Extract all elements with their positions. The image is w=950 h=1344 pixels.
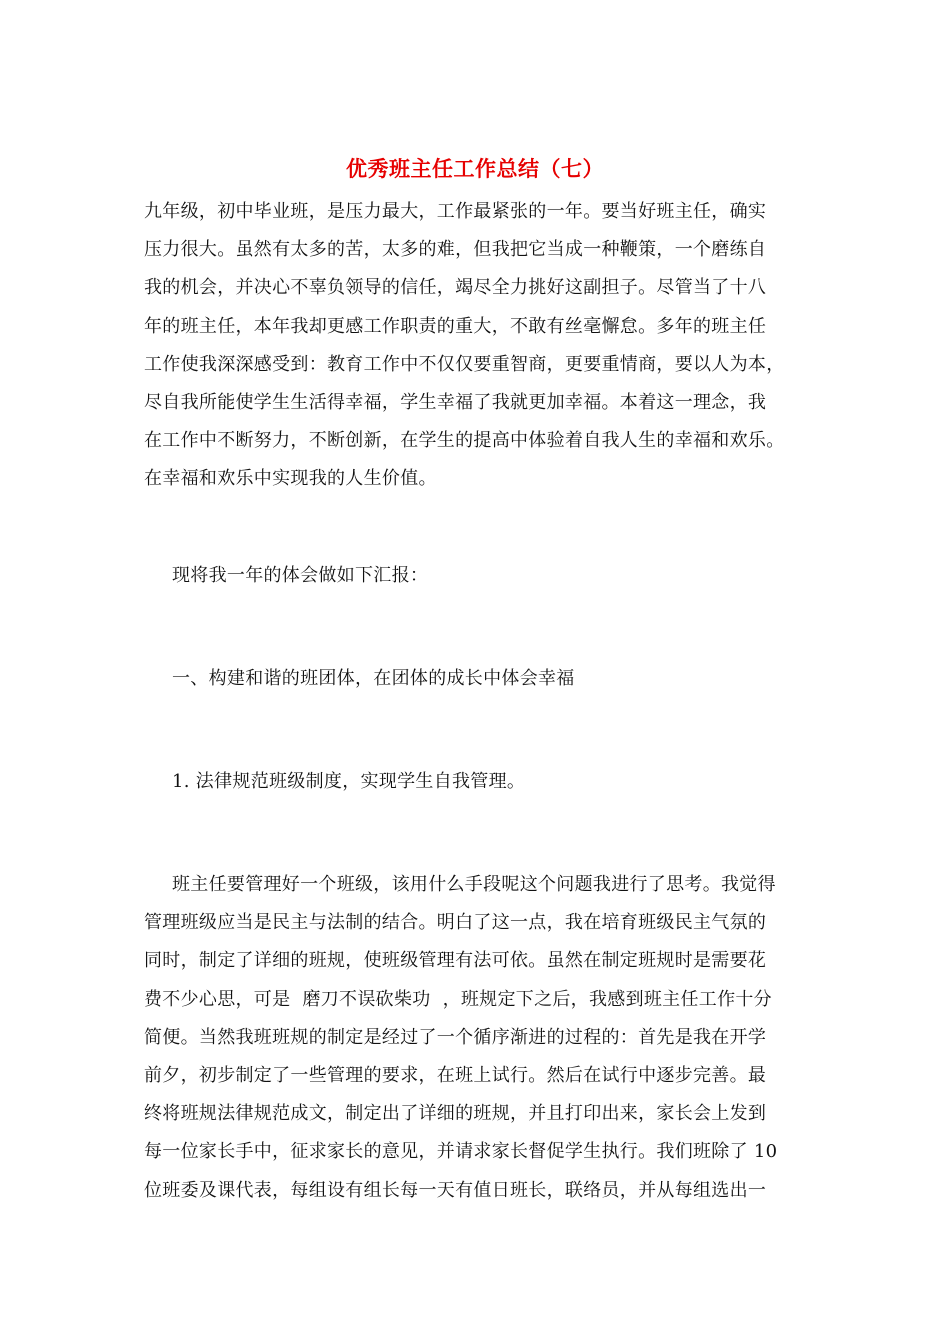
- text-line: 在幸福和欢乐中实现我的人生价值。: [144, 468, 437, 490]
- text-line: 一、构建和谐的班团体，在团体的成长中体会幸福: [172, 668, 575, 689]
- report-intro-paragraph: [144, 557, 808, 595]
- text-line: 尽自我所能使学生生活得幸福，学生幸福了我就更加幸福。本着这一理念，我: [144, 392, 767, 414]
- text-line: 压力很大。虽然有太多的苦，太多的难，但我把它当成一种鞭策，一个磨练自: [144, 239, 767, 261]
- text-line: 每一位家长手中，征求家长的意见，并请求家长督促学生执行。我们班除了 10: [144, 1141, 778, 1163]
- text-line: 在工作中不断努力，不断创新，在学生的提高中体验着自我人生的幸福和欢乐。: [144, 430, 785, 452]
- text-line: 费不少心思，可是 磨刀不误砍柴功 ，班规定下之后，我感到班主任工作十分: [144, 988, 772, 1010]
- text-line: 年的班主任，本年我却更感工作职责的重大，不敢有丝毫懈怠。多年的班主任: [144, 315, 767, 337]
- section-heading: [144, 660, 808, 698]
- text-line: 1. 法律规范班级制度，实现学生自我管理。: [172, 771, 526, 792]
- text-line: 班主任要管理好一个班级，该用什么手段呢这个问题我进行了思考。我觉得: [172, 874, 776, 895]
- body-paragraph: [144, 866, 808, 1210]
- text-line: 同时，制定了详细的班规，使班级管理有法可依。虽然在制定班规时是需要花: [144, 950, 767, 972]
- text-line: 我的机会，并决心不辜负领导的信任，竭尽全力挑好这副担子。尽管当了十八: [144, 277, 767, 299]
- intro-paragraph: [144, 193, 808, 499]
- text-line: 位班委及课代表，每组设有组长每一天有值日班长，联络员，并从每组选出一: [144, 1179, 767, 1201]
- document-title: 优秀班主任工作总结（七）: [346, 156, 604, 181]
- subsection-heading: [144, 763, 808, 801]
- text-line: 现将我一年的体会做如下汇报：: [172, 565, 429, 586]
- text-line: 前夕，初步制定了一些管理的要求，在班上试行。然后在试行中逐步完善。最: [144, 1065, 767, 1087]
- text-line: 简便。当然我班班规的制定是经过了一个循序渐进的过程的：首先是我在开学: [144, 1026, 767, 1048]
- text-line: 工作使我深深感受到：教育工作中不仅仅要重智商，更要重情商，要以人为本，: [144, 353, 785, 375]
- text-line: 终将班规法律规范成文，制定出了详细的班规，并且打印出来，家长会上发到: [144, 1103, 767, 1125]
- text-line: 九年级，初中毕业班，是压力最大，工作最紧张的一年。要当好班主任，确实: [144, 201, 767, 222]
- text-line: 管理班级应当是民主与法制的结合。明白了这一点，我在培育班级民主气氛的: [144, 912, 767, 934]
